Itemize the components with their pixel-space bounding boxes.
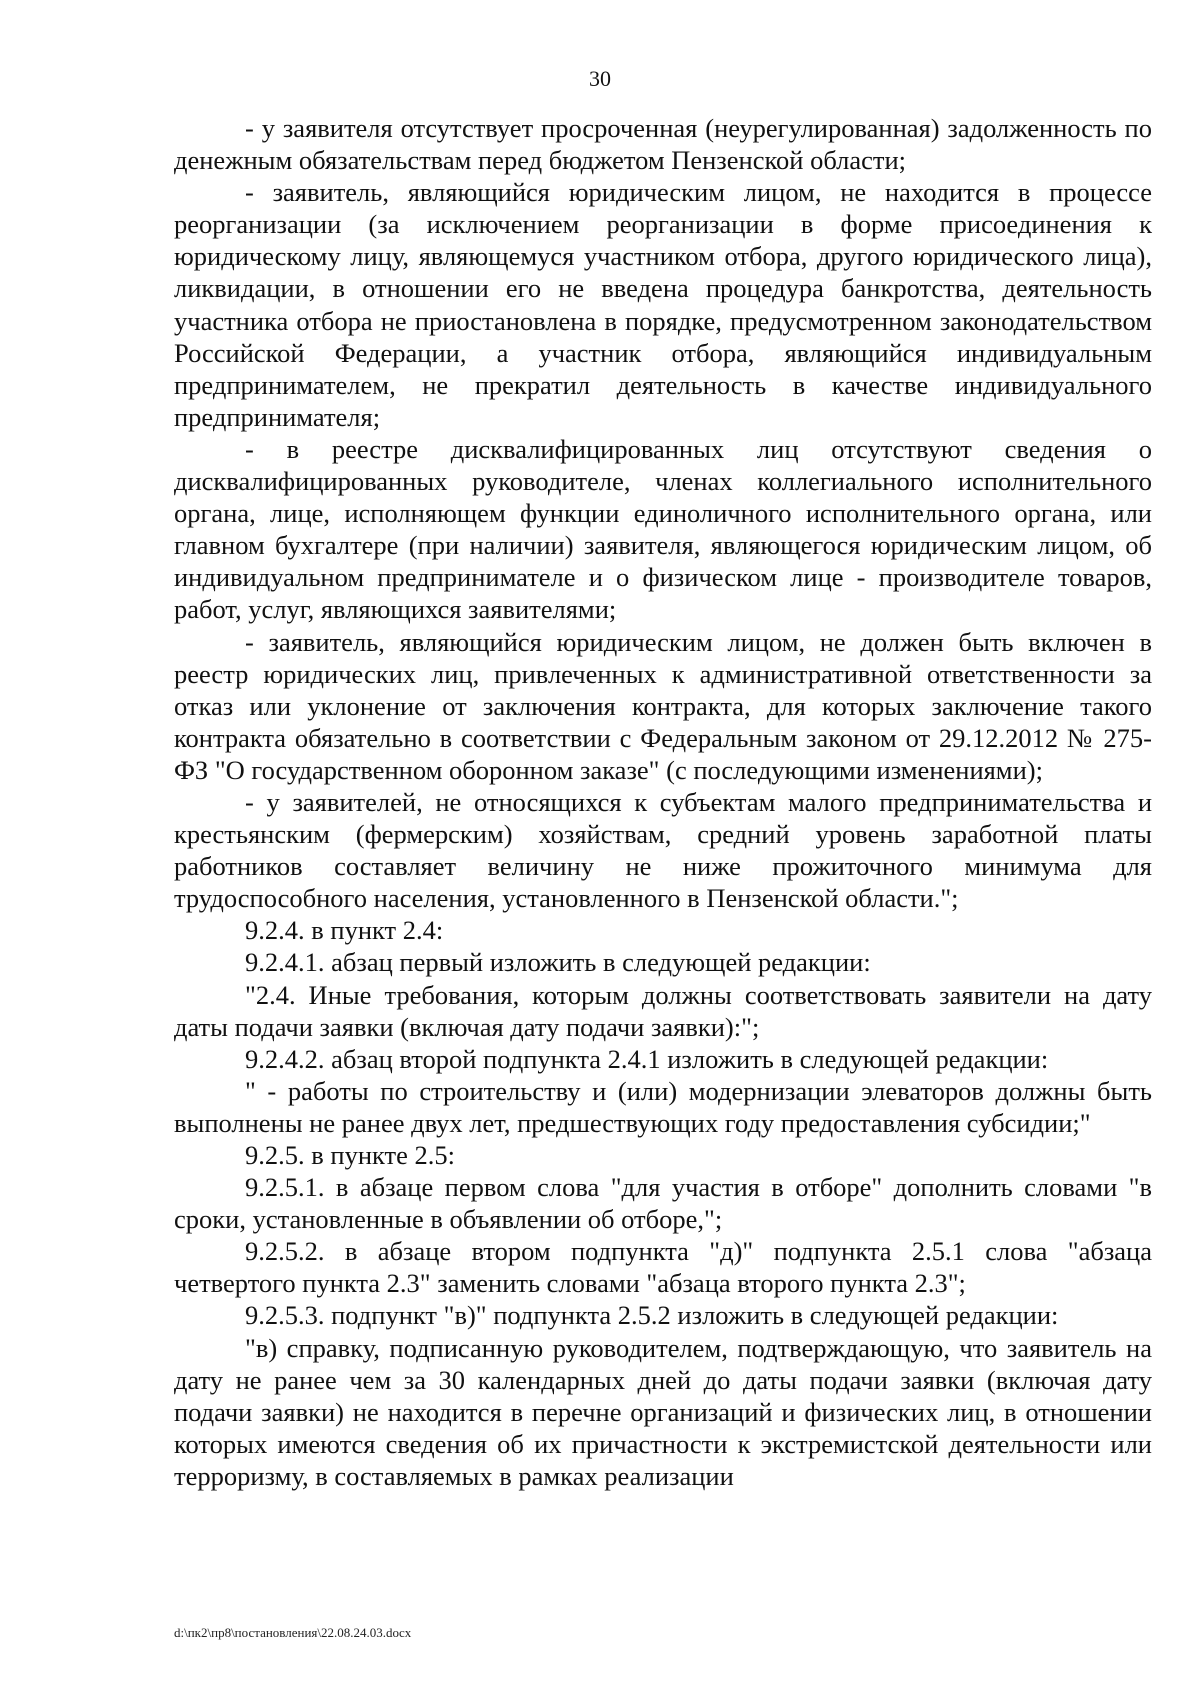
paragraph-reorganization: - заявитель, являющийся юридическим лицом, не находится в процессе реорганизации (за исключением реорганизации в форме присоединения к юридическому лицу, являющемуся участником отбора, другого юридического лица), ликвидации, в отношении его не введена процедура банкротства, деятельность участника отбора не приостановлена в порядке, предусмотренном законодательством Российской Федерации, а участник отбора, являющийся индивидуальным предпринимателем, не прекратил деятельность в качестве индивидуального предпринимателя; [174,177,1159,432]
paragraph-9-2-4-2: 9.2.4.2. абзац второй подпункта 2.4.1 изложить в следующей редакции: [245,1043,1049,1074]
paragraph-certificate: "в) справку, подписанную руководителем, подтверждающую, что заявитель на дату не ранее чем за 30 календарных дней до даты подачи заявки (включая дату подачи заявки) не находится в перечне организаций и физических лиц, в отношении которых имеются сведения об их причастности к экстремистской деятельности или терроризму, в составляемых в рамках реализации [174,1332,1159,1491]
paragraph-salary-level: - у заявителей, не относящихся к субъектам малого предпринимательства и крестьянским (фермерским) хозяйствам, средний уровень заработной платы работников составляет величину не ниже прожиточного минимума для трудоспособного населения, установленного в Пензенской области."; [174,786,1159,914]
paragraph-9-2-4-1: 9.2.4.1. абзац первый изложить в следующей редакции: [245,947,871,978]
paragraph-9-2-5: 9.2.5. в пункте 2.5: [245,1140,455,1170]
paragraph-disqualified-registry: - в реестре дисквалифицированных лиц отсутствуют сведения о дисквалифицированных руководителе, членах коллегиального исполнительного органа, лице, исполняющем функции единоличного исполнительного органа, или главном бухгалтере (при наличии) заявителя, являющегося юридическим лицом, об индивидуальном предпринимателе и о физическом лице - производителе товаров, работ, услуг, являющихся заявителями; [174,433,1159,625]
paragraph-9-2-5-2: 9.2.5.2. в абзаце втором подпункта "д)" подпункта 2.5.1 слова "абзаца четвертого пункта 2.3" заменить словами "абзаца второго пункта 2.3"; [174,1236,1159,1299]
paragraph-elevators: " - работы по строительству и (или) модернизации элеваторов должны быть выполнены не ранее двух лет, предшествующих году предоставления субсидии;" [174,1075,1159,1138]
footer-file-path: d:\пк2\пр8\постановления\22.08.24.03.docx [174,1625,412,1640]
paragraph-9-2-5-1: 9.2.5.1. в абзаце первом слова "для участия в отборе" дополнить словами "в сроки, установленные в объявлении об отборе,"; [174,1172,1159,1235]
paragraph-9-2-5-3: 9.2.5.3. подпункт "в)" подпункта 2.5.2 изложить в следующей редакции: [245,1300,1059,1331]
page-number: 30 [589,66,611,91]
paragraph-2-4-text: "2.4. Иные требования, которым должны соответствовать заявители на дату даты подачи заявки (включая дату подачи заявки):"; [174,979,1159,1042]
document-body [174,112,1159,1492]
paragraph-9-2-4: 9.2.4. в пункт 2.4: [245,915,444,946]
paragraph-liability-registry: - заявитель, являющийся юридическим лицом, не должен быть включен в реестр юридических лиц, привлеченных к административной ответственности за отказ или уклонение от заключения контракта, для которых заключение такого контракта обязательно в соответствии с Федеральным законом от 29.12.2012 № 275-ФЗ "О государственном оборонном заказе" (с последующими изменениями); [174,626,1159,785]
paragraph-debt: - у заявителя отсутствует просроченная (неурегулированная) задолженность по денежным обязательствам перед бюджетом Пензенской области; [174,113,1159,176]
